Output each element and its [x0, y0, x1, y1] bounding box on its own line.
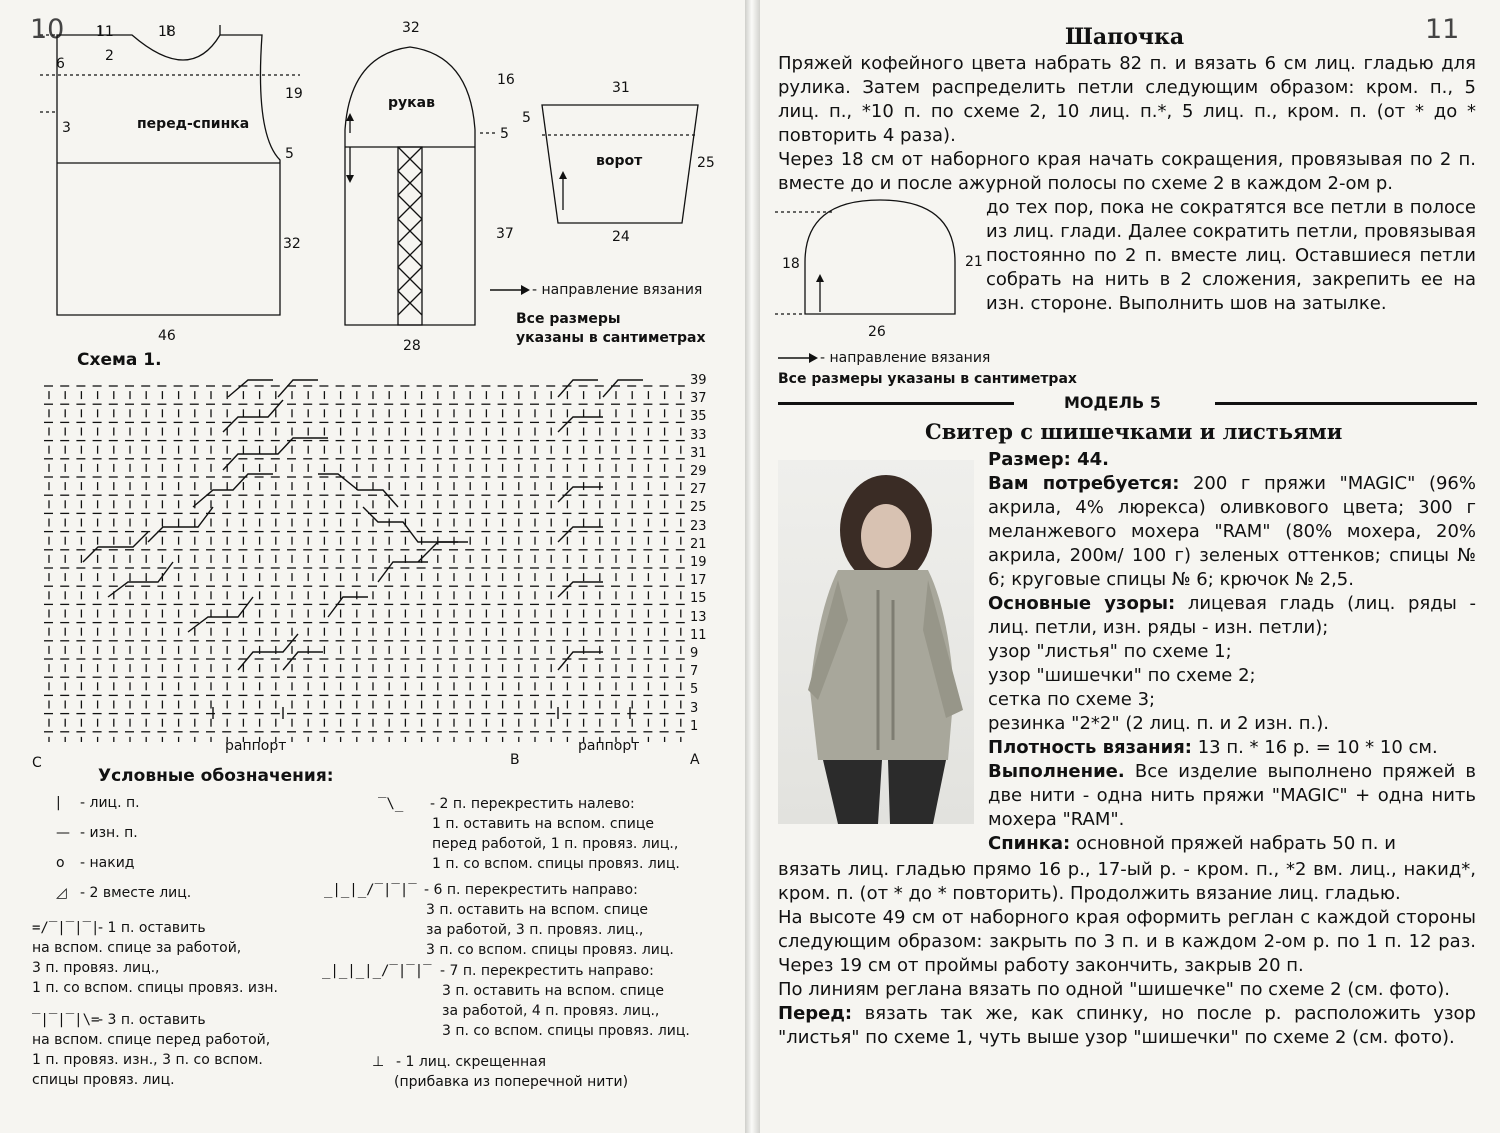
- front-text: вязать так же, как спинку, но после р. расположить узор "листья" по схеме 1, чуть выше узор "шишечки" по схеме 2 (см. фото).: [778, 1003, 1476, 1048]
- chart-row-number: 33: [690, 427, 707, 443]
- chart-edge-b: B: [510, 752, 520, 768]
- sweater-text-top: [988, 448, 1476, 856]
- legend-knit: | - лиц. п.: [56, 795, 140, 811]
- size-label: Размер: 44.: [988, 449, 1109, 470]
- knit-symbol-icon: |: [56, 795, 61, 811]
- sizes-note-line2: указаны в сантиметрах: [516, 330, 706, 346]
- gauge-label: Плотность вязания:: [988, 737, 1192, 758]
- gauge-text: 13 п. * 16 р. = 10 * 10 см.: [1191, 737, 1438, 758]
- repeat-label-2: раппорт: [578, 738, 640, 754]
- chart-row-number: 21: [690, 536, 707, 552]
- cross-1-symbol-icon: =/‾|‾|‾|: [32, 920, 100, 936]
- pattern-leaves: узор "листья" по схеме 1;: [988, 641, 1232, 662]
- hat-text-2: Через 18 см от наборного края начать сокращения, провязывая по 2 п. вместе до и после ажурной полосы по схеме 2 в каждом 2-ом р.: [778, 149, 1476, 194]
- need-text: 200 г пряжи "MAGIC" (96% акрила, 4% люрекса) оливкового цвета; 300 г меланжевого мохера "RAM" (80% мохера, 20% акрила, 200м/ 100 г) зеленых оттенков; спицы № 6; круговые спицы № 6; крючок № 2,5.: [988, 473, 1476, 590]
- dim-neck-depth: 2: [105, 48, 114, 64]
- pattern-bobbles: узор "шишечки" по схеме 2;: [988, 665, 1256, 686]
- model-photo: [778, 460, 974, 824]
- dim-sleeve-length: 37: [496, 226, 514, 242]
- direction-note: - направление вязания: [532, 282, 703, 298]
- legend-cross-1: =/‾|‾|‾|- 1 п. оставить на вспом. спице за работой, 3 п. провяз. лиц., 1 п. со вспом. спицы провяз. изн.: [32, 920, 279, 996]
- pattern-mesh: сетка по схеме 3;: [988, 689, 1156, 710]
- yarn-over-icon: o: [56, 855, 65, 871]
- pattern-rib: резинка "2*2" (2 лиц. п. и 2 изн. п.).: [988, 713, 1329, 734]
- dim-top-left: 11: [96, 24, 114, 40]
- k2tog-icon: ◿: [56, 885, 67, 901]
- chart-row-number: 1: [690, 718, 699, 734]
- chart-row-number: 27: [690, 482, 707, 498]
- twisted-increase-icon: ⊥: [372, 1054, 385, 1070]
- legend-cross-2-left: ‾\_ - 2 п. перекрестить налево: 1 п. оставить на вспом. спице перед работой, 1 п. провяз. лиц., 1 п. со вспом. спицы провяз. лиц.: [378, 796, 680, 872]
- left-page: [0, 0, 745, 1133]
- page-number: 10: [30, 14, 65, 45]
- hat-title: Шапочка: [1065, 24, 1185, 50]
- back-text-2: вязать лиц. гладью прямо 16 р., 17-ый р. - кром. п., *2 вм. лиц., накид*, кром. п. (от * до * повторить). Продолжить вязание лиц. гладью.: [778, 859, 1476, 904]
- cross-2-symbol-icon: ‾\_: [378, 796, 404, 812]
- back-text-1: основной пряжей набрать 50 п. и: [1070, 833, 1396, 854]
- dim-collar-bottom: 24: [612, 229, 630, 245]
- dim-collar-top: 31: [612, 80, 630, 96]
- dim-top-neck: 18: [158, 24, 176, 40]
- right-page: [760, 0, 1500, 1133]
- chart-edge-a: A: [690, 752, 700, 768]
- legend-cross-3: ‾|‾|‾|\=- 3 п. оставить на вспом. спице перед работой, 1 п. провяз. изн., 3 п. со вспом. спицы провяз. лиц.: [32, 1012, 271, 1088]
- chart-row-number: 31: [690, 445, 707, 461]
- dim-collar-height: 25: [697, 155, 715, 171]
- dim-sleeve-cap-height: 16: [497, 72, 515, 88]
- collar-label: ворот: [596, 153, 643, 169]
- chart-row-number: 7: [690, 664, 699, 680]
- chart-row-number: 19: [690, 555, 707, 570]
- front-back-pattern-diagram: [40, 15, 310, 345]
- dim-hat-height: 18: [782, 256, 800, 272]
- sleeve-pattern-diagram: [320, 35, 500, 340]
- knitting-chart-1: [38, 372, 688, 742]
- raglan-text: На высоте 49 см от наборного края оформить реглан с каждой стороны следующим образом: закрыть по 3 п. и в каждом 2-ом р. по 1 п. 12 раз. Через 19 см от проймы работу закончить, закрыв 20 п.: [778, 907, 1476, 976]
- dim-sleeve-cap-width: 32: [402, 20, 420, 36]
- woman-in-sweater-photo: [778, 460, 974, 824]
- sleeve-label: рукав: [388, 95, 435, 111]
- chart-1-title: Схема 1.: [77, 350, 162, 370]
- hat-pattern-diagram: [775, 192, 995, 322]
- patterns-text: лицевая гладь (лиц. ряды - лиц. петли, изн. ряды - изн. петли);: [988, 593, 1476, 638]
- legend-purl: — - изн. п.: [56, 825, 138, 841]
- chart-row-number: 37: [690, 391, 707, 407]
- need-label: Вам потребуется:: [988, 473, 1180, 494]
- dim-side-right: 5: [285, 146, 294, 162]
- legend-title: Условные обозначения:: [98, 766, 334, 786]
- dim-hat-width: 26: [868, 324, 886, 340]
- chart-row-number: 29: [690, 464, 707, 479]
- dim-collar-left: 5: [522, 110, 531, 126]
- hat-sizes-note: Все размеры указаны в сантиметрах: [778, 371, 1077, 387]
- dim-width: 46: [158, 328, 176, 344]
- direction-arrow-icon: [490, 284, 530, 296]
- legend-cross-7-right: _|_|_|_/‾|‾|‾ - 7 п. перекрестить направо: 3 п. оставить на вспом. спице за работой, 4 п. провяз. лиц., 3 п. со вспом. спицы провяз. лиц.: [322, 963, 690, 1039]
- legend-increase: ⊥ - 1 лиц. скрещенная (прибавка из поперечной нити): [372, 1054, 629, 1090]
- chart-row-number: 23: [690, 518, 707, 534]
- legend-yo: o - накид: [56, 855, 135, 871]
- chart-row-number: 15: [690, 591, 707, 607]
- sweater-title: Свитер с шишечками и листьями: [925, 419, 1343, 444]
- page-number: 11: [1425, 14, 1460, 45]
- chart-row-number: 35: [690, 409, 707, 425]
- exec-label: Выполнение.: [988, 761, 1125, 782]
- chart-row-number: 3: [690, 700, 699, 716]
- cross-6-symbol-icon: _|_|_/‾|‾|‾: [324, 882, 417, 898]
- dim-shoulder: 6: [56, 56, 65, 72]
- raglan-text-2: По линиям реглана вязать по одной "шишечке" по схеме 2 (см. фото).: [778, 979, 1450, 1000]
- dim-sleeve-bottom: 28: [403, 338, 421, 354]
- repeat-label-1: раппорт: [225, 738, 287, 754]
- sizes-note-line1: Все размеры: [516, 311, 621, 327]
- chart-row-number: 5: [690, 682, 699, 698]
- model-divider-right: [1215, 402, 1477, 405]
- purl-symbol-icon: —: [56, 825, 70, 841]
- book-gutter: [745, 0, 760, 1133]
- model-label: МОДЕЛЬ 5: [1064, 393, 1161, 412]
- sweater-text-bottom: [778, 858, 1476, 1050]
- hat-text-3: до тех пор, пока не сократятся все петли в полосе из лиц. глади. Далее сократить петли, провязывая постоянно по 2 п. вместе лиц. Оставшиеся петли собрать на нить в 2 сложения, закрепить ее на изн. стороне. Выполнить шов на затылке.: [986, 197, 1476, 314]
- back-label: Спинка:: [988, 833, 1071, 854]
- cross-3-symbol-icon: ‾|‾|‾|\=: [32, 1012, 100, 1028]
- chart-row-number: 11: [690, 627, 707, 643]
- chart-row-number: 9: [690, 646, 699, 661]
- dim-armhole: 19: [285, 86, 303, 102]
- direction-arrow-icon: [778, 352, 818, 364]
- chart-row-number: 17: [690, 573, 707, 589]
- dim-sleeve-cuff-part: 5: [500, 126, 509, 142]
- dim-side-left: 3: [62, 120, 71, 136]
- legend-k2tog: ◿ - 2 вместе лиц.: [56, 885, 192, 901]
- chart-edge-c: C: [32, 755, 42, 771]
- legend-cross-6-right: _|_|_/‾|‾|‾ - 6 п. перекрестить направо: 3 п. оставить на вспом. спице за работой, 3 п. провяз. лиц., 3 п. со вспом. спицы провяз. лиц.: [324, 882, 674, 958]
- exec-text: Все изделие выполнено пряжей в две нити - одна нить пряжи "MAGIC" + одна нить мохера "RAM".: [988, 761, 1476, 830]
- chart-row-number: 39: [690, 373, 707, 388]
- hat-direction-note: - направление вязания: [820, 350, 991, 366]
- front-back-label: перед-спинка: [137, 116, 250, 132]
- chart-row-number: 13: [690, 609, 707, 625]
- dim-hat-side: 21: [965, 254, 983, 270]
- dim-body-height: 32: [283, 236, 301, 252]
- front-label: Перед:: [778, 1003, 853, 1024]
- chart-row-number: 25: [690, 500, 707, 516]
- patterns-label: Основные узоры:: [988, 593, 1176, 614]
- hat-text-1: Пряжей кофейного цвета набрать 82 п. и вязать 6 см лиц. гладью для рулика. Затем распределить петли следующим образом: кром. п., 5 лиц. п., *10 п. по схеме 2, 10 лиц. п.*, 5 лиц. п., кром. п. (от * до * повторить 4 раза).: [778, 53, 1476, 146]
- model-divider-left: [778, 402, 1014, 405]
- cross-7-symbol-icon: _|_|_|_/‾|‾|‾: [322, 963, 432, 979]
